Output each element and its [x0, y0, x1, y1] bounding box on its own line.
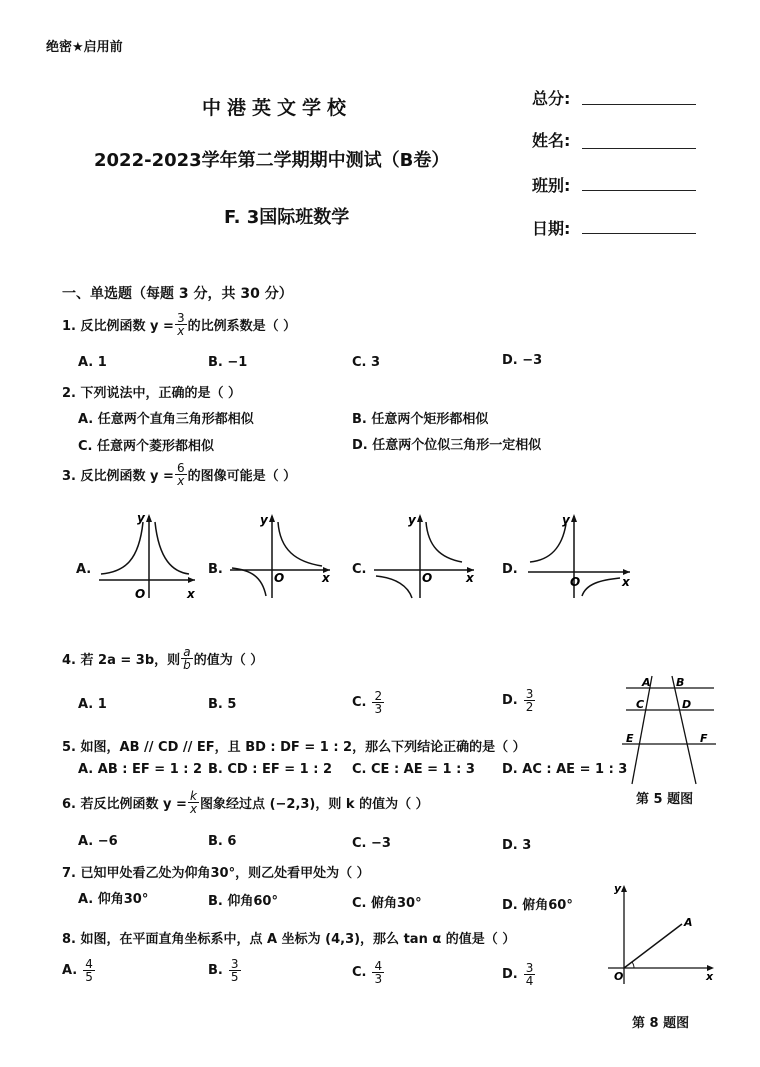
q2-option-a[interactable]: A. 任意两个直角三角形都相似: [78, 412, 254, 427]
q3b-y-label: y: [260, 513, 268, 527]
class-label: 班别:: [532, 176, 571, 195]
q5-label-a: A: [642, 676, 651, 689]
q4-stem-post: 的值为（ ）: [193, 653, 264, 668]
q5-option-a[interactable]: A. AB : EF = 1 : 2: [78, 762, 203, 777]
q3c-y-label: y: [408, 513, 416, 527]
q4-option-c[interactable]: [352, 690, 385, 715]
q8-option-c-label: C.: [352, 965, 367, 980]
q8-option-b[interactable]: [208, 958, 242, 983]
q3-stem-post: 的图像可能是（ ）: [187, 469, 297, 484]
school-name: 中港英文学校: [202, 97, 353, 119]
q4-option-c-label: C.: [352, 695, 367, 710]
q8-option-a-label: A.: [62, 963, 78, 978]
q2-option-b[interactable]: B. 任意两个矩形都相似: [352, 412, 489, 427]
q3-graph-b[interactable]: [226, 510, 336, 600]
q5-figure-caption: 第 5 题图: [636, 792, 694, 807]
q7-option-d[interactable]: D. 俯角60°: [502, 898, 573, 913]
q8-figure-caption: 第 8 题图: [632, 1016, 690, 1031]
q4-option-b[interactable]: B. 5: [208, 697, 237, 712]
q7-option-c[interactable]: C. 俯角30°: [352, 896, 422, 911]
q3d-y-label: y: [562, 513, 570, 527]
q3b-x-label: x: [322, 571, 330, 585]
name-field[interactable]: [582, 148, 696, 149]
q4-fraction: $\frac{a}{b}$: [183, 645, 191, 672]
q3a-y-label: y: [137, 511, 145, 525]
q2-option-c[interactable]: C. 任意两个菱形都相似: [78, 439, 215, 454]
exam-title: 2022-2023学年第二学期期中测试（B卷）: [94, 150, 450, 171]
q8-x-label: x: [706, 970, 714, 983]
question-4: [62, 646, 263, 671]
question-1: [62, 312, 296, 337]
q5-label-d: D: [682, 698, 692, 711]
q8-origin: O: [614, 970, 624, 983]
q3-stem-pre: 3. 反比例函数 y =: [62, 469, 174, 484]
q8-y-label: y: [614, 882, 622, 895]
question-2: 2. 下列说法中，正确的是（ ）: [62, 386, 242, 401]
q8-option-d-fraction: $\frac{3}{4}$: [525, 961, 534, 988]
course-title: F. 3国际班数学: [224, 207, 350, 228]
q3c-origin: O: [422, 571, 433, 585]
q8-option-c-fraction: $\frac{4}{3}$: [374, 959, 383, 986]
q8-option-a[interactable]: [62, 958, 96, 983]
date-field[interactable]: [582, 233, 696, 234]
class-field[interactable]: [582, 190, 696, 191]
q1-option-a[interactable]: A. 1: [78, 355, 107, 370]
q3-option-a[interactable]: A.: [76, 562, 92, 577]
q3d-origin: O: [570, 575, 581, 589]
q3-option-c[interactable]: C.: [352, 562, 367, 577]
q1-stem-post: 的比例系数是（ ）: [187, 319, 297, 334]
q6-option-d[interactable]: D. 3: [502, 838, 532, 853]
question-5: 5. 如图，AB // CD // EF，且 BD : DF = 1 : 2，那么下列结论正确的是（ ）: [62, 740, 526, 755]
q5-option-b[interactable]: B. CD : EF = 1 : 2: [208, 762, 333, 777]
q5-label-f: F: [700, 732, 708, 745]
q1-option-b[interactable]: B. −1: [208, 355, 248, 370]
q7-option-b[interactable]: B. 仰角60°: [208, 894, 278, 909]
q6-stem-post: 图象经过点 (−2,3)，则 k 的值为（ ）: [200, 797, 429, 812]
q5-figure: [618, 674, 718, 786]
q4-stem-pre: 4. 若 2a = 3b，则: [62, 653, 181, 668]
question-8: 8. 如图，在平面直角坐标系中，点 A 坐标为 (4,3)，那么 tan α 的值是（ ）: [62, 932, 516, 947]
q3-option-d[interactable]: D.: [502, 562, 518, 577]
question-7: 7. 已知甲处看乙处为仰角30°，则乙处看甲处为（ ）: [62, 866, 370, 881]
q8-option-d[interactable]: [502, 962, 536, 987]
q3a-origin: O: [135, 587, 146, 600]
q8-figure: [600, 880, 720, 990]
q8-option-a-fraction: $\frac{4}{5}$: [85, 957, 93, 984]
q3-graph-a[interactable]: [95, 510, 200, 600]
q3-graph-d[interactable]: [524, 510, 636, 600]
q1-option-c[interactable]: C. 3: [352, 355, 381, 370]
total-score-field[interactable]: [582, 104, 696, 105]
name-label: 姓名:: [532, 131, 571, 150]
q7-option-a[interactable]: A. 仰角30°: [78, 892, 149, 907]
q3-option-b[interactable]: B.: [208, 562, 223, 577]
q8-option-d-label: D.: [502, 967, 518, 982]
q4-option-d-fraction: $\frac{3}{2}$: [525, 687, 534, 714]
q1-fraction: $\frac{3}{x}$: [176, 311, 185, 338]
q4-option-d[interactable]: [502, 688, 536, 713]
q6-stem-pre: 6. 若反比例函数 y =: [62, 797, 187, 812]
q1-option-d[interactable]: D. −3: [502, 353, 543, 368]
q8-option-b-label: B.: [208, 963, 223, 978]
date-label: 日期:: [532, 219, 571, 238]
q2-option-d[interactable]: D. 任意两个位似三角形一定相似: [352, 438, 542, 453]
confidential-mark: 绝密★启用前: [46, 40, 123, 55]
q8-option-b-fraction: $\frac{3}{5}$: [230, 957, 239, 984]
q6-option-a[interactable]: A. −6: [78, 834, 118, 849]
q5-label-e: E: [626, 732, 634, 745]
total-score-label: 总分:: [532, 89, 571, 108]
q5-label-b: B: [676, 676, 685, 689]
q4-option-a[interactable]: A. 1: [78, 697, 107, 712]
q3b-origin: O: [274, 571, 285, 585]
q3c-x-label: x: [466, 571, 474, 585]
q3-graph-c[interactable]: [370, 510, 480, 600]
q6-option-c[interactable]: C. −3: [352, 836, 391, 851]
q3a-x-label: x: [187, 587, 195, 600]
q3d-x-label: x: [622, 575, 630, 589]
q4-option-d-label: D.: [502, 693, 518, 708]
q3-fraction: $\frac{6}{x}$: [176, 461, 185, 488]
q5-label-c: C: [636, 698, 645, 711]
q1-stem-pre: 1. 反比例函数 y =: [62, 319, 174, 334]
q4-option-c-fraction: $\frac{2}{3}$: [374, 689, 383, 716]
q8-option-c[interactable]: [352, 960, 385, 985]
q8-point-a-label: A: [684, 916, 693, 929]
question-3: [62, 462, 296, 487]
section-title: 一、单选题（每题 3 分，共 30 分）: [62, 286, 293, 302]
q5-option-d[interactable]: D. AC : AE = 1 : 3: [502, 762, 628, 777]
question-6: [62, 790, 429, 815]
q6-fraction: $\frac{k}{x}$: [189, 789, 198, 816]
q6-option-b[interactable]: B. 6: [208, 834, 237, 849]
q5-option-c[interactable]: C. CE : AE = 1 : 3: [352, 762, 475, 777]
